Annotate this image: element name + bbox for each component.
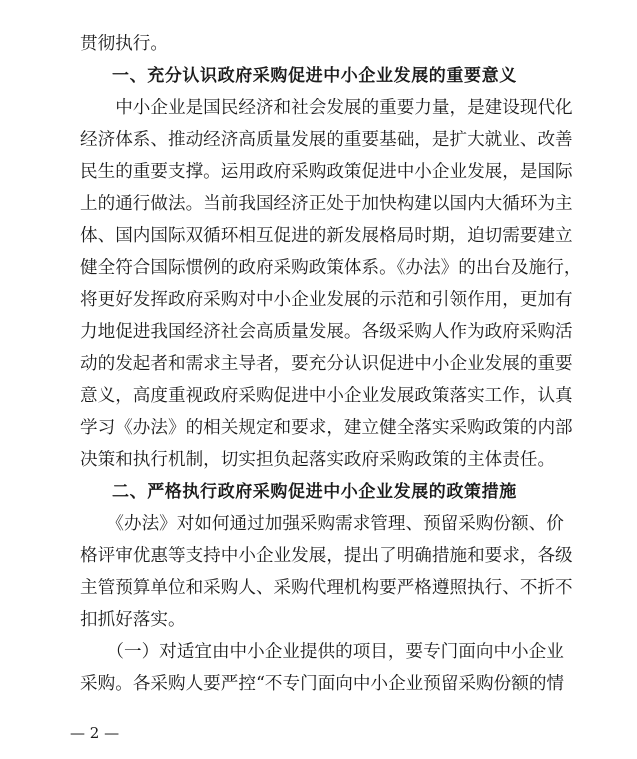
section-2-heading: 二、严格执行政府采购促进中小企业发展的政策措施 [112, 482, 517, 502]
section-2-line: 《办法》对如何通过加强采购需求管理、预留采购份额、价 [80, 514, 564, 534]
continuation-text: 贯彻执行。 [80, 34, 168, 54]
section-1-line: 意义，高度重视政府采购促进中小企业发展政策落实工作，认真 [80, 386, 573, 406]
section-1-line: 决策和执行机制，切实担负起落实政府采购政策的主体责任。 [80, 450, 556, 470]
section-1-line: 民生的重要支撑。运用政府采购政策促进中小企业发展，是国际 [80, 162, 573, 182]
section-2-line: 扣抓好落实。 [80, 610, 186, 630]
section-1-heading: 一、充分认识政府采购促进中小企业发展的重要意义 [112, 66, 517, 86]
section-1-line: 学习《办法》的相关规定和要求，建立健全落实采购政策的内部 [80, 418, 573, 438]
section-2-line: 格评审优惠等支持中小企业发展，提出了明确措施和要求，各级 [80, 546, 573, 566]
subsection-1-line: 采购。各采购人要严控“不专门面向中小企业预留采购份额的情 [80, 674, 565, 694]
section-1-line: 将更好发挥政府采购对中小企业发展的示范和引领作用，更加有 [80, 290, 573, 310]
section-1-line: 上的通行做法。当前我国经济正处于加快构建以国内大循环为主 [80, 194, 573, 214]
section-1-line: 力地促进我国经济社会高质量发展。各级采购人作为政府采购活 [80, 322, 573, 342]
section-1-line: 动的发起者和需求主导者，要充分认识促进中小企业发展的重要 [80, 354, 573, 374]
section-1-line: 体、国内国际双循环相互促进的新发展格局时期，迫切需要建立 [80, 226, 573, 246]
section-1-line: 经济体系、推动经济高质量发展的重要基础，是扩大就业、改善 [80, 130, 573, 150]
page-number: — 2 — [70, 724, 120, 742]
section-1-line: 中小企业是国民经济和社会发展的重要力量，是建设现代化 [80, 98, 573, 118]
section-2-line: 主管预算单位和采购人、采购代理机构要严格遵照执行、不折不 [80, 578, 573, 598]
section-1-line: 健全符合国际惯例的政府采购政策体系。《办法》的出台及施行， [80, 258, 582, 278]
subsection-1-line: （一）对适宜由中小企业提供的项目，要专门面向中小企业 [80, 642, 564, 662]
